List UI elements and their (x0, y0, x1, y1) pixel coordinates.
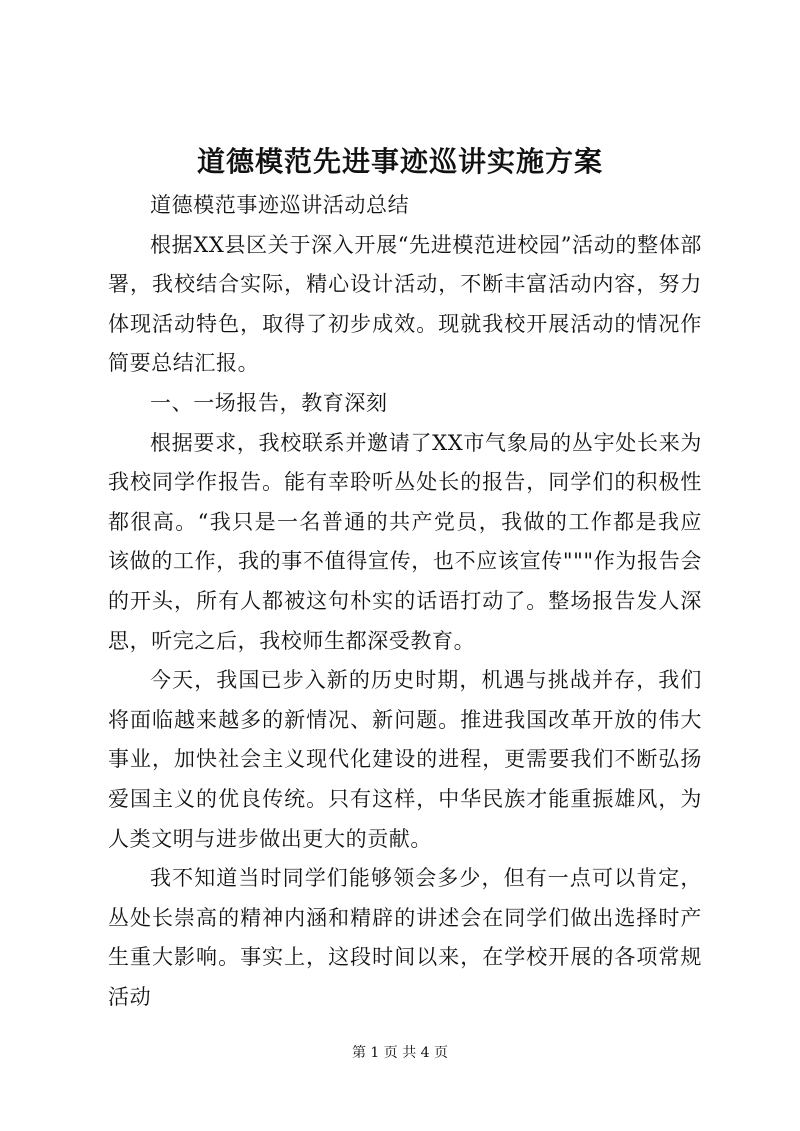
document-body (108, 186, 702, 1017)
paragraph-intro: 根据XX县区关于深入开展“先进模范进校园”活动的整体部署，我校结合实际，精心设计活动，不断丰富活动内容，努力体现活动特色，取得了初步成效。现就我校开展活动的情况作简要总结汇报。 (108, 232, 702, 376)
paragraph-impact: 我不知道当时同学们能够领会多少，但有一点可以肯定，丛处长崇高的精神内涵和精辟的讲述会在同学们做出选择时产生重大影响。事实上，这段时间以来，在学校开展的各项常规活动 (108, 866, 702, 1009)
paragraph-today: 今天，我国已步入新的历史时期，机遇与挑战并存，我们将面临越来越多的新情况、新问题。推进我国改革开放的伟大事业，加快社会主义现代化建设的进程，更需要我们不断弘扬爱国主义的优良传统。只有这样，中华民族才能重振雄风，为人类文明与进步做出更大的贡献。 (108, 668, 702, 851)
document-title: 道德模范先进事迹巡讲实施方案 (196, 145, 603, 178)
section-heading-1: 一、一场报告，教育深刻 (150, 390, 388, 415)
paragraph-subtitle: 道德模范事迹巡讲活动总结 (150, 193, 410, 217)
page-footer: 第 1 页 共 4 页 (351, 1045, 449, 1061)
paragraph-report: 根据要求，我校联系并邀请了XX市气象局的丛宇处长来为我校同学作报告。能有幸聆听丛处长的报告，同学们的积极性都很高。“我只是一名普通的共产党员，我做的工作都是我应该做的工作，我的事不值得宣传，也不应该宣传"""作为报告会的开头，所有人都被这句朴实的话语打动了。整场报告发人深思，听完之后，我校师生都深受教育。 (108, 430, 702, 653)
